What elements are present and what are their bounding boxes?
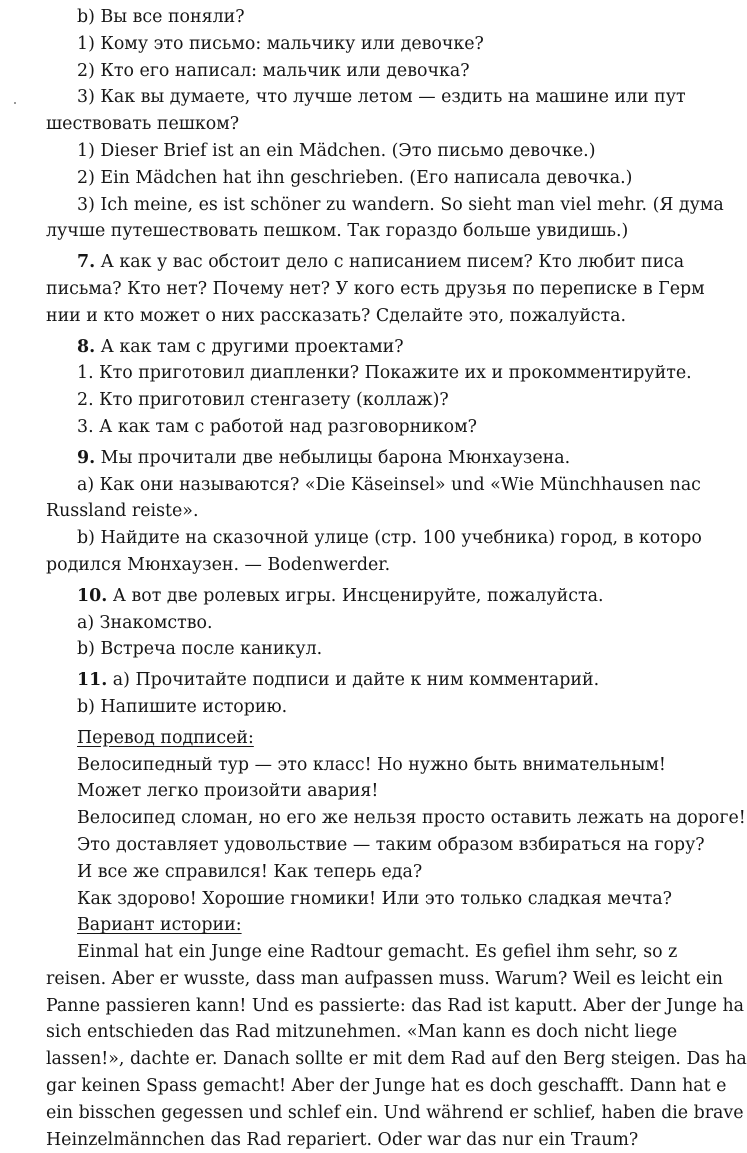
exercise-heading-line [46,667,746,694]
exercise-number: 9. [77,447,96,468]
exercise-heading-line [46,583,746,610]
line-text: Russland reiste». [46,501,199,522]
line-text: А как там с другими проектами? [95,336,404,357]
text-line [46,58,746,85]
line-text: Panne passieren kann! Und es passierte: das Rad ist kaputt. Aber der Junge ha [46,995,745,1016]
exercise-number: 11. [77,670,108,691]
exercise-heading-line [46,249,746,276]
exercise-number: 8. [77,336,96,357]
exercise-heading-line [46,445,746,472]
text-line [46,1019,746,1046]
text-line [46,525,746,552]
text-line [46,1127,746,1153]
text-line [46,1100,746,1127]
line-text: 3. А как там с работой над разговорником? [77,416,477,437]
text-line [46,552,746,579]
text-line [46,805,746,832]
text-line [46,387,746,414]
text-line [46,414,746,441]
line-text: письма? Кто нет? Почему нет? У кого есть друзья по переписке в Герм [46,278,705,299]
text-line [46,1073,746,1100]
line-text: 3) Ich meine, es ist schöner zu wandern. So sieht man viel mehr. (Я дума [77,194,724,215]
line-text: А вот две ролевых игры. Инсценируйте, пожалуйста. [107,585,604,606]
text-line [46,966,746,993]
line-text: Может легко произойти авария! [77,781,379,802]
line-text: Как здорово! Хорошие гномики! Или это только сладкая мечта? [77,888,672,909]
line-text: родился Мюнхаузен. — Bodenwerder. [46,554,391,575]
text-line [46,886,746,913]
text-line [46,1046,746,1073]
section-heading: Вариант истории: [77,915,242,936]
line-text: нии и кто может о них рассказать? Сделайте это, пожалуйста. [46,305,627,326]
text-line [46,694,746,721]
text-line [46,610,746,637]
text-line [46,752,746,779]
line-text: gar keinen Spass gemacht! Aber der Junge hat es doch geschafft. Dann hat e [46,1076,727,1097]
exercise-number: 7. [77,252,96,273]
text-line [46,165,746,192]
text-line [46,360,746,387]
text-line [46,725,746,752]
line-text: 1. Кто приготовил диапленки? Покажите их и прокомментируйте. [77,363,692,384]
line-text: лучше путешествовать пешком. Так гораздо больше увидишь.) [46,221,629,242]
text-line [46,859,746,886]
line-text: 2) Ein Mädchen hat ihn geschrieben. (Его написала девочка.) [77,167,633,188]
text-line [46,31,746,58]
line-text: 3) Как вы думаете, что лучше летом — ездить на машине или пут [77,87,686,108]
line-text: Heinzelmännchen das Rad repariert. Oder war das nur ein Traum? [46,1129,639,1150]
line-text: Это доставляет удовольствие — таким образом взбираться на гору? [77,834,705,855]
line-text: a) Прочитайте подписи и дайте к ним комментарий. [107,670,600,691]
line-text: 1) Dieser Brief ist an ein Mädchen. (Это письмо девочке.) [77,140,596,161]
line-text: sich entschieden das Rad mitzunehmen. «Man kann es doch nicht liege [46,1022,678,1043]
text-line [46,912,746,939]
line-text: 2. Кто приготовил стенгазету (коллаж)? [77,390,449,411]
line-text: шествовать пешком? [46,114,240,135]
line-text: a) Как они называются? «Die Käseinsel» und «Wie Münchhausen nac [77,474,701,495]
line-text: Велосипедный тур — это класс! Но нужно быть внимательным! [77,754,666,775]
text-line [46,218,746,245]
text-line [46,832,746,859]
line-text: Велосипед сломан, но его же нельзя просто оставить лежать на дороге! [77,808,746,829]
text-line [46,4,746,31]
exercise-heading-line [46,334,746,361]
line-text: b) Найдите на сказочной улице (стр. 100 учебника) город, в которо [77,528,702,549]
line-text: b) Напишите историю. [77,696,288,717]
line-text: 1) Кому это письмо: мальчику или девочке? [77,33,484,54]
text-line [46,636,746,663]
line-text: a) Знакомство. [77,612,213,633]
line-text: reisen. Aber er wusste, dass man aufpassen muss. Warum? Weil es leicht ein [46,968,723,989]
scan-speck [14,102,16,104]
line-text: 2) Кто его написал: мальчик или девочка? [77,60,470,81]
text-line [46,276,746,303]
text-line [46,111,746,138]
section-heading: Перевод подписей: [77,727,254,748]
text-line [46,778,746,805]
line-text: Мы прочитали две небылицы барона Мюнхаузена. [95,447,571,468]
text-line [46,498,746,525]
line-text: Einmal hat ein Junge eine Radtour gemacht. Es gefiel ihm sehr, so z [77,942,678,963]
text-line [46,472,746,499]
line-text: b) Вы все поняли? [77,7,245,27]
line-text: И все же справился! Как теперь еда? [77,861,423,882]
text-line [46,138,746,165]
line-text: ein bisschen gegessen und schlef ein. Und während er schlief, haben die brave [46,1102,744,1123]
document-body [46,4,746,1153]
text-line [46,993,746,1020]
text-line [46,303,746,330]
line-text: b) Встреча после каникул. [77,639,323,660]
text-line [46,192,746,219]
text-line [46,84,746,111]
line-text: А как у вас обстоит дело с написанием писем? Кто любит писа [95,252,685,273]
exercise-number: 10. [77,585,108,606]
line-text: lassen!», dachte er. Danach sollte er mit dem Rad auf den Berg steigen. Das ha [46,1049,747,1070]
text-line [46,939,746,966]
